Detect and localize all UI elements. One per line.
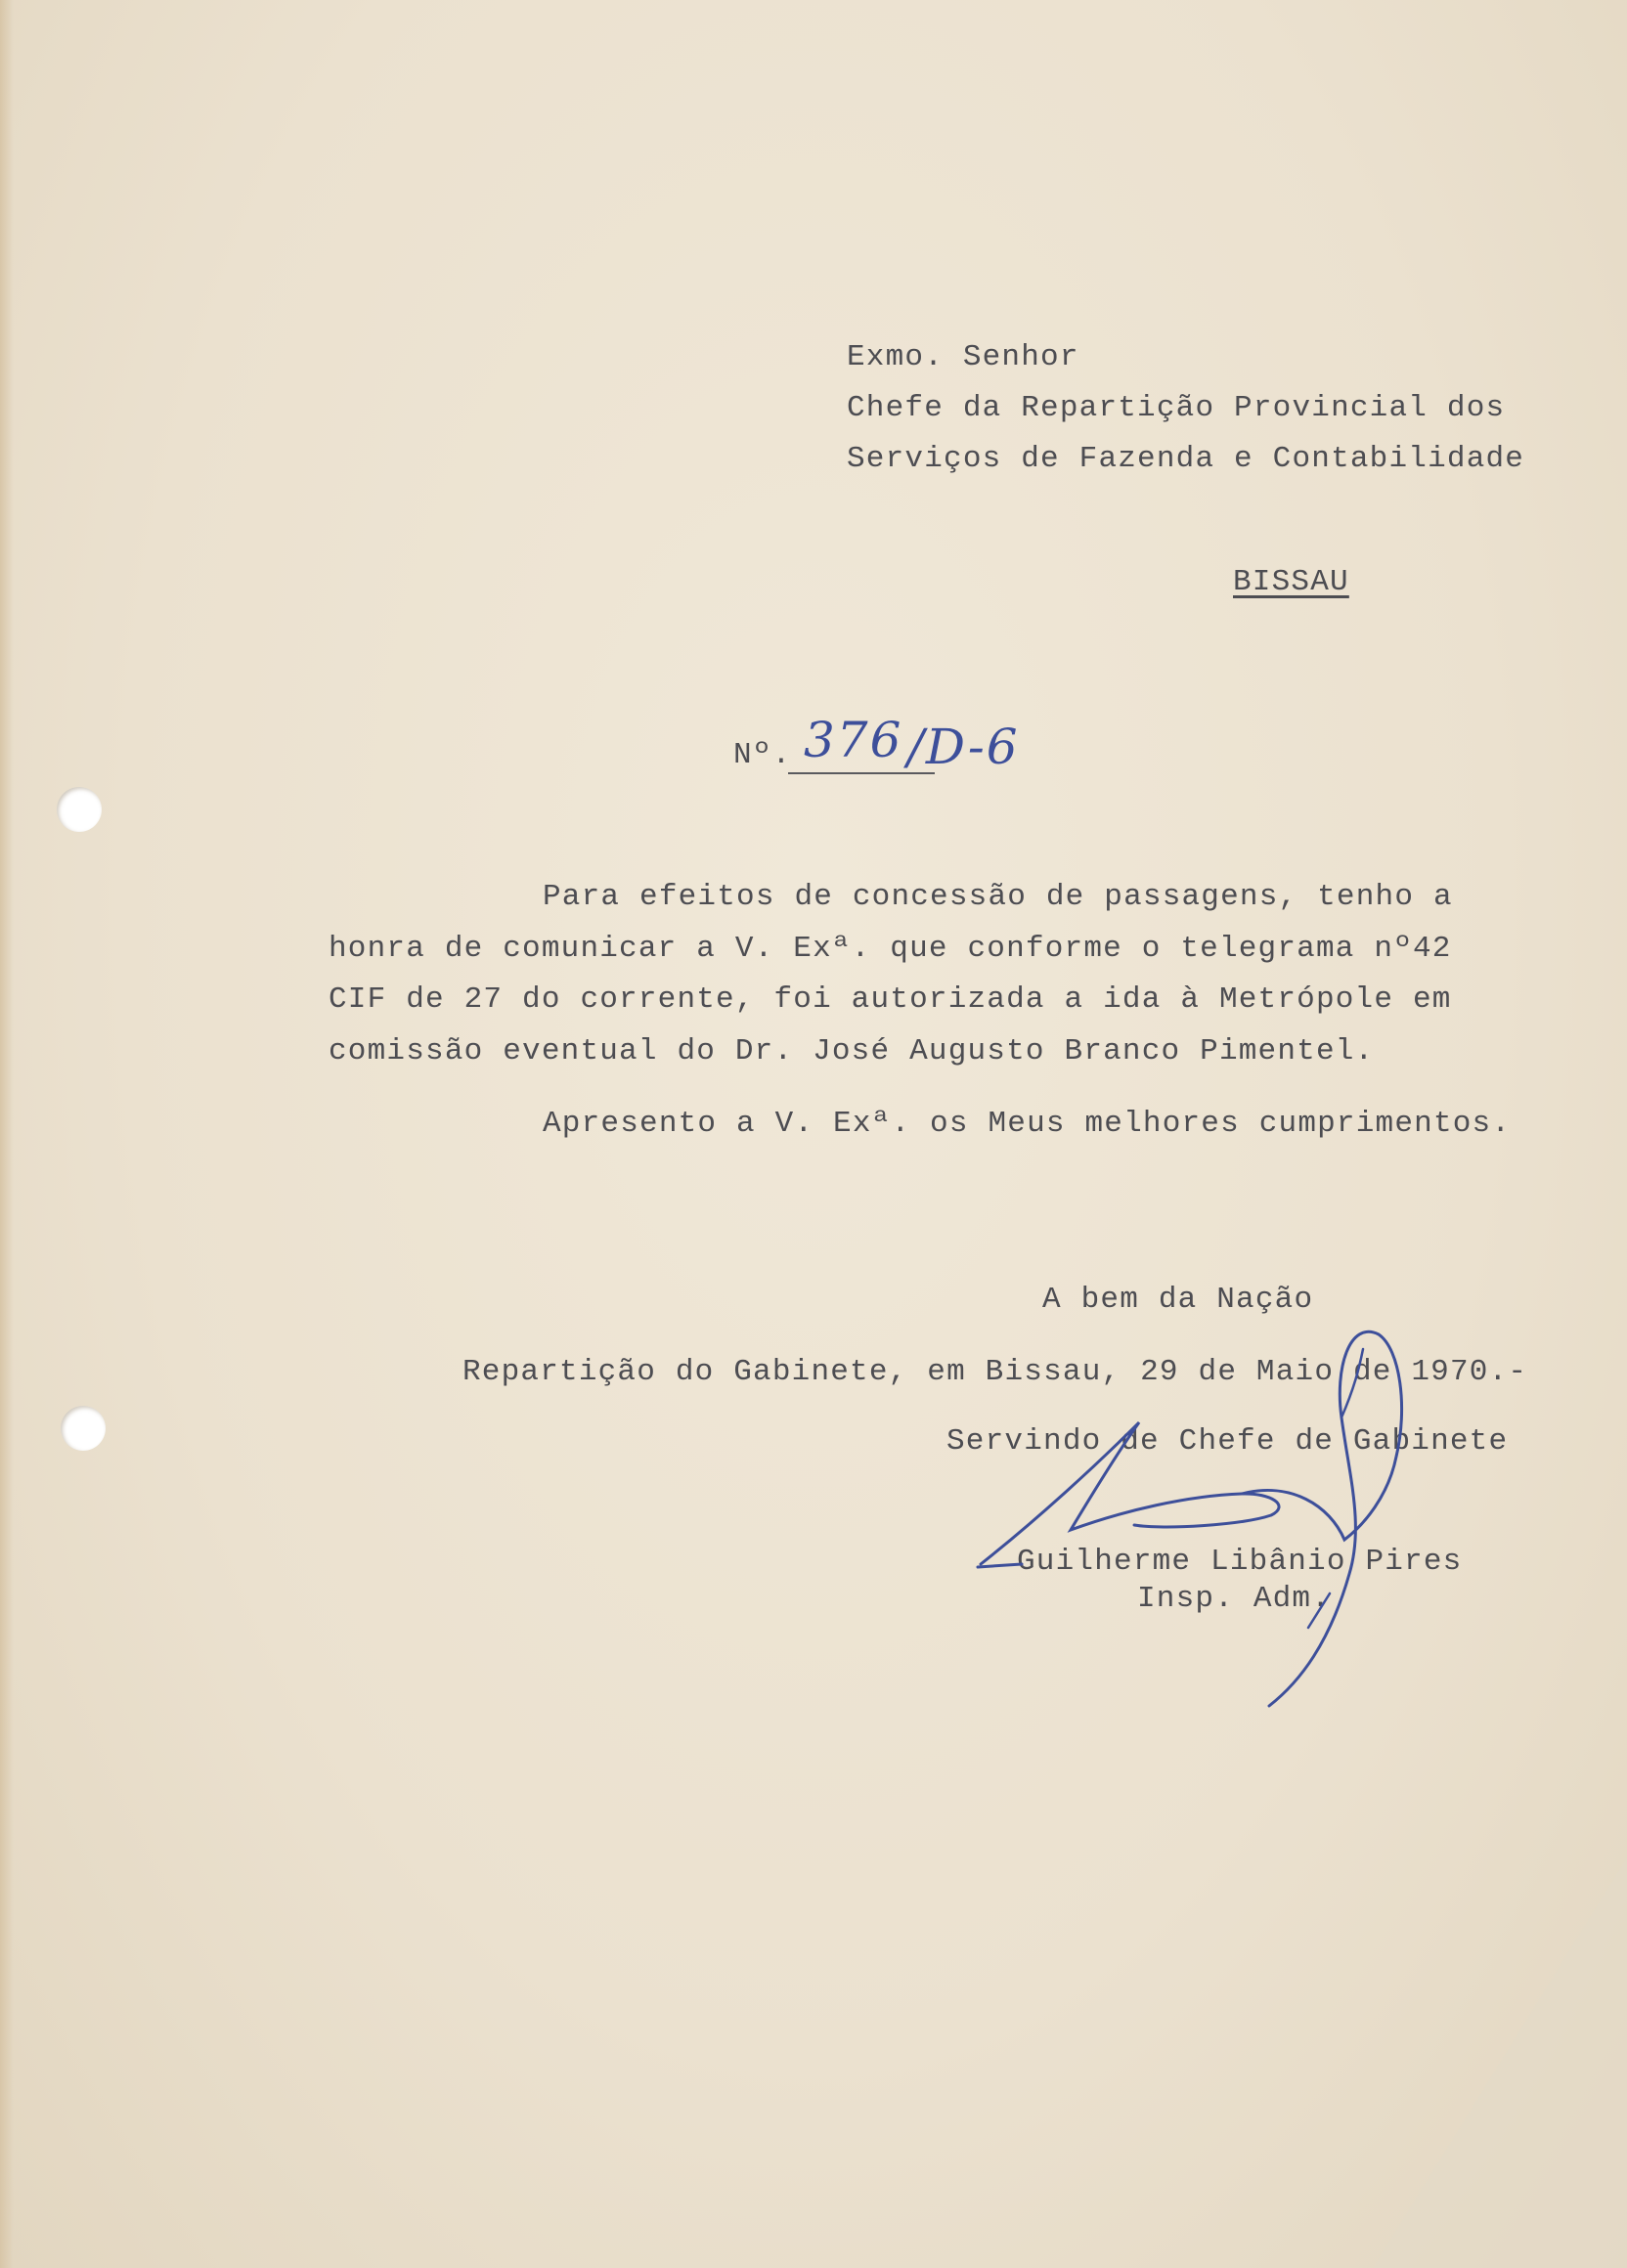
punch-hole-bottom: [61, 1406, 106, 1451]
closing-role: Servindo de Chefe de Gabinete: [946, 1424, 1509, 1459]
punch-hole-top: [57, 787, 102, 832]
body-paragraph-1-line-2: honra de comunicar a V. Exª. que conforme o telegrama nº42: [329, 932, 1452, 966]
signer-title: Insp. Adm.: [1137, 1582, 1332, 1616]
addressee-salutation: Exmo. Senhor: [847, 340, 1079, 374]
addressee-title: Chefe da Repartição Provincial dos: [847, 391, 1506, 425]
reference-handwritten-number: 376: [804, 712, 903, 768]
closing-salutation: A bem da Nação: [1042, 1283, 1314, 1317]
body-paragraph-2: Apresento a V. Exª. os Meus melhores cumprimentos.: [543, 1107, 1512, 1141]
signer-name: Guilherme Libânio Pires: [1017, 1545, 1463, 1579]
addressee-city: BISSAU: [1233, 565, 1349, 599]
paper-edge-stain: [0, 0, 14, 2268]
paper-corner-fold: [1373, 1857, 1627, 2268]
closing-place-date: Repartição do Gabinete, em Bissau, 29 de Maio de 1970.-: [462, 1355, 1528, 1389]
reference-prefix: Nº.: [733, 738, 792, 772]
addressee-department: Serviços de Fazenda e Contabilidade: [847, 442, 1525, 476]
reference-handwritten-suffix: /D-6: [907, 719, 1020, 775]
body-paragraph-1-line-1: Para efeitos de concessão de passagens, tenho a: [543, 880, 1453, 914]
body-paragraph-1-line-3: CIF de 27 do corrente, foi autorizada a ida à Metrópole em: [329, 982, 1452, 1017]
body-paragraph-1-line-4: comissão eventual do Dr. José Augusto Branco Pimentel.: [329, 1034, 1375, 1069]
